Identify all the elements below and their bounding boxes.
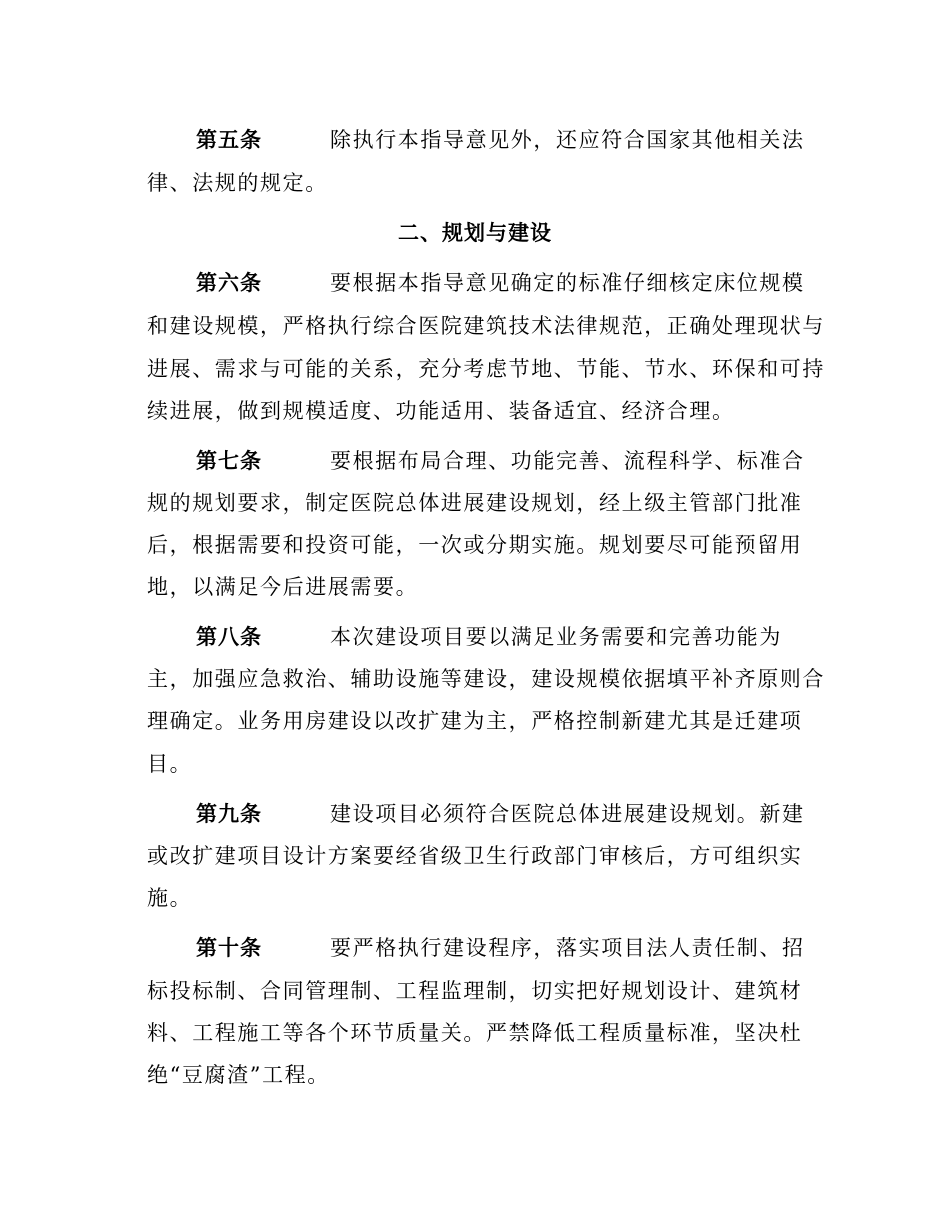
article-8-text: 本次建设项目要以满足业务需要和完善功能为	[330, 625, 782, 649]
article-10-label: 第十条	[196, 936, 262, 960]
article-8-line-4: 目。	[147, 752, 193, 776]
article-6-line-3: 进展、需求与可能的关系，充分考虑节地、节能、节水、环保和可持	[147, 357, 825, 381]
article-6-line-2: 和建设规模，严格执行综合医院建筑技术法律规范，正确处理现状与	[147, 314, 825, 338]
article-10-line-1	[196, 934, 805, 962]
article-8-line-1	[196, 623, 782, 651]
article-6-line-1	[196, 269, 805, 297]
article-10-line-2: 标投标制、合同管理制、工程监理制，切实把好规划设计、建筑材	[147, 979, 803, 1003]
article-7-line-3: 后，根据需要和投资可能，一次或分期实施。规划要尽可能预留用	[147, 533, 803, 557]
article-9-label: 第九条	[196, 802, 262, 826]
article-10-line-4: 绝“豆腐渣”工程。	[147, 1063, 330, 1087]
article-7-text: 要根据布局合理、功能完善、流程科学、标准合	[330, 449, 805, 473]
article-7-label: 第七条	[196, 449, 262, 473]
article-8-line-3: 理确定。业务用房建设以改扩建为主，严格控制新建尤其是迁建项	[147, 709, 803, 733]
article-9-line-3: 施。	[147, 886, 193, 910]
article-5-label: 第五条	[196, 128, 262, 152]
article-7-line-1	[196, 447, 805, 475]
article-7-line-4: 地，以满足今后进展需要。	[147, 575, 419, 599]
article-9-line-1	[196, 800, 805, 828]
article-9-text: 建设项目必须符合医院总体进展建设规划。新建	[330, 802, 805, 826]
article-10-text: 要严格执行建设程序，落实项目法人责任制、招	[330, 936, 805, 960]
article-6-line-4: 续进展，做到规模适度、功能适用、装备适宜、经济合理。	[147, 399, 735, 423]
article-9-line-2: 或改扩建项目设计方案要经省级卫生行政部门审核后，方可组织实	[147, 844, 803, 868]
article-10-line-3: 料、工程施工等各个环节质量关。严禁降低工程质量标准，坚决杜	[147, 1021, 803, 1045]
article-8-line-2: 主，加强应急救治、辅助设施等建设，建设规模依据填平补齐原则合	[147, 667, 825, 691]
article-6-text: 要根据本指导意见确定的标准仔细核定床位规模	[330, 271, 805, 295]
article-5-text: 除执行本指导意见外，还应符合国家其他相关法	[330, 128, 805, 152]
article-8-label: 第八条	[196, 625, 262, 649]
section-heading: 二、规划与建设	[398, 221, 552, 245]
article-7-line-2: 规的规划要求，制定医院总体进展建设规划，经上级主管部门批准	[147, 491, 803, 515]
article-5-line-2: 律、法规的规定。	[147, 171, 328, 195]
article-5-line-1	[196, 126, 805, 154]
article-6-label: 第六条	[196, 271, 262, 295]
